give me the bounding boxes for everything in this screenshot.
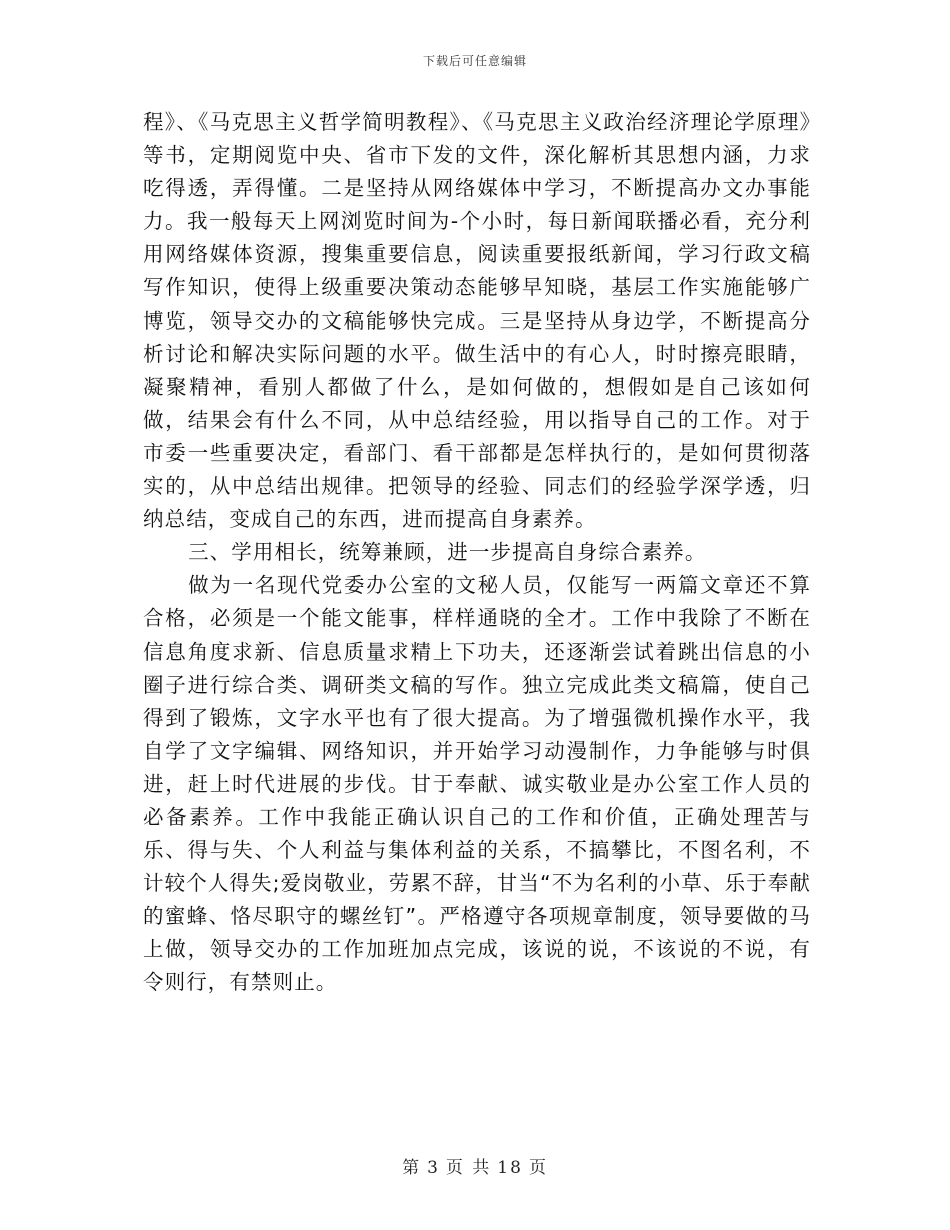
footer-suffix: 页 xyxy=(528,1158,548,1178)
document-body xyxy=(143,106,811,1000)
footer-prefix: 第 xyxy=(402,1158,422,1178)
page-footer xyxy=(0,1153,950,1178)
section-heading: 三、学用相长，统筹兼顾，进一步提高自身综合素养。 xyxy=(188,540,707,565)
page-number: 3 xyxy=(427,1158,440,1178)
page-header: 下载后可任意编辑 xyxy=(422,54,527,68)
footer-middle: 页 共 xyxy=(445,1158,492,1178)
page-total: 18 xyxy=(497,1158,523,1178)
paragraph-continued: 程》、《马克思主义哲学简明教程》、《马克思主义政治经济理论学原理》等书，定期阅览中央、省市下发的文件，深化解析其思想内涵，力求吃得透，弄得懂。二是坚持从网络媒体中学习，不断提高办文办事能力。我一般每天上网浏览时间为-个小时，每日新闻联播必看，充分利用网络媒体资源，搜集重要信息，阅读重要报纸新闻，学习行政文稿写作知识，使得上级重要决策动态能够早知晓，基层工作实施能够广博览，领导交办的文稿能够快完成。三是坚持从身边学，不断提高分析讨论和解决实际问题的水平。做生活中的有心人，时时擦亮眼睛，凝聚精神，看别人都做了什么，是如何做的，想假如是自己该如何做，结果会有什么不同，从中总结经验，用以指导自己的工作。对于市委一些重要决定，看部门、看干部都是怎样执行的，是如何贯彻落实的，从中总结出规律。把领导的经验、同志们的经验学深学透，归纳总结，变成自己的东西，进而提高自身素养。 xyxy=(143,110,811,532)
paragraph: 做为一名现代党委办公室的文秘人员，仅能写一两篇文章还不算合格，必须是一个能文能事，样样通晓的全才。工作中我除了不断在信息角度求新、信息质量求精上下功夫，还逐渐尝试着跳出信息的小圈子进行综合类、调研类文稿的写作。独立完成此类文稿篇，使自己得到了锻炼，文字水平也有了很大提高。为了增强微机操作水平，我自学了文字编辑、网络知识，并开始学习动漫制作，力争能够与时俱进，赶上时代进展的步伐。甘于奉献、诚实敬业是办公室工作人员的必备素养。工作中我能正确认识自己的工作和价值，正确处理苦与乐、得与失、个人利益与集体利益的关系，不搞攀比，不图名利，不计较个人得失;爱岗敬业，劳累不辞，甘当“不为名利的小草、乐于奉献的蜜蜂、恪尽职守的螺丝钉”。严格遵守各项规章制度，领导要做的马上做，领导交办的工作加班加点完成，该说的说，不该说的不说，有令则行，有禁则止。 xyxy=(143,573,811,995)
